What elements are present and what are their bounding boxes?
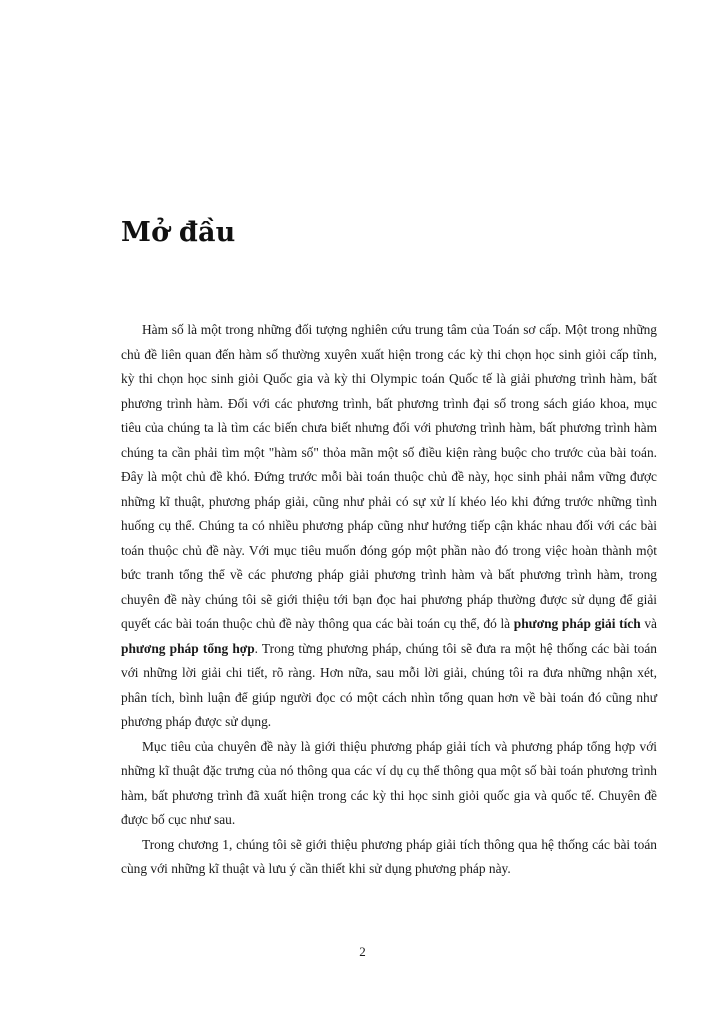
paragraph-intro: [121, 318, 657, 735]
body-text: [121, 318, 657, 882]
emphasis-analytic-method: phương pháp giải tích: [513, 616, 641, 631]
paragraph-chapter-1: Trong chương 1, chúng tôi sẽ giới thiệu phương pháp giải tích thông qua hệ thống các bài toán cùng với những kĩ thuật và lưu ý cần thiết khi sử dụng phương pháp này.: [121, 836, 657, 876]
page-number: 2: [359, 944, 366, 959]
emphasis-synthetic-method: phương pháp tổng hợp: [121, 640, 255, 656]
chapter-title: Mở đầu: [121, 217, 236, 248]
paragraph-objective: Mục tiêu của chuyên đề này là giới thiệu phương pháp giải tích và phương pháp tổng hợp với những kĩ thuật đặc trưng của nó thông qua các ví dụ cụ thể thông qua một số bài toán phương trình hàm, bất phương trình đã xuất hiện trong các kỳ thi học sinh giỏi quốc gia và quốc tế. Chuyên đề được bố cục như sau.: [121, 738, 657, 827]
paragraph-intro-continuation: . Trong từng phương pháp, chúng tôi sẽ đưa ra một hệ thống các bài toán với những lời giải chi tiết, rõ ràng. Hơn nữa, sau mỗi lời giải, chúng tôi ra đưa những nhận xét, phân tích, bình luận để giúp người đọc có một cách nhìn tổng quan hơn về bài toán đó cũng như phương pháp được sử dụng.: [121, 640, 657, 729]
paragraph-intro-conjunction: và: [640, 616, 657, 631]
paragraph-intro-text: Hàm số là một trong những đối tượng nghiên cứu trung tâm của Toán sơ cấp. Một trong những chủ đề liên quan đến hàm số thường xuyên xuất hiện trong các kỳ thi chọn học sinh giỏi cấp tỉnh, kỳ thi chọn học sinh giỏi Quốc gia và kỳ thi Olympic toán Quốc tế là giải phương trình hàm, bất phương trình hàm. Đối với các phương trình, bất phương trình đại số trong sách giáo khoa, mục tiêu của chúng ta là tìm các biến chưa biết nhưng đối với phương trình hàm, bất phương trình hàm chúng ta cần phải tìm một "hàm số" thỏa mãn một số điều kiện ràng buộc cho trước của bài toán. Đây là một chủ đề khó. Đứng trước mỗi bài toán thuộc chủ đề này, học sinh phải nắm vững được những kĩ thuật, phương pháp giải, cũng như phải có sự xử lí khéo léo khi đứng trước những tình huống cụ thể. Chúng ta có nhiều phương pháp cũng như hướng tiếp cận khác nhau đối với các bài toán thuộc chủ đề này. Với mục tiêu muốn đóng góp một phần nào đó trong việc hoàn thành một bức tranh tổng thể về các phương pháp giải phương trình hàm và bất phương trình hàm, trong chuyên đề này chúng tôi sẽ giới thiệu tới bạn đọc hai phương pháp thường được sử dụng để giải quyết các bài toán thuộc chủ đề này thông qua các bài toán cụ thể, đó là: [121, 322, 657, 631]
